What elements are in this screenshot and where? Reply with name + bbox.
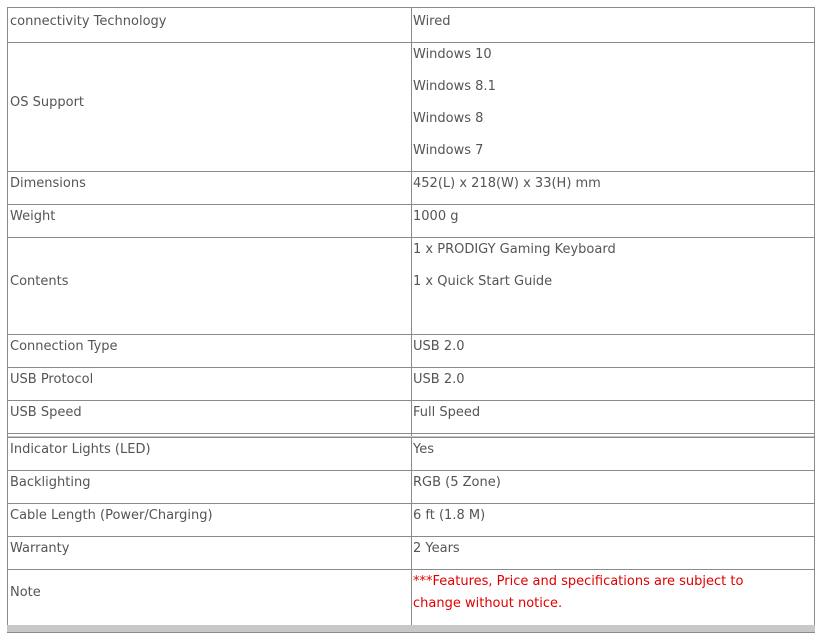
row-divider [8,171,814,172]
spec-label-connectivity: connectivity Technology [10,14,167,29]
spec-value-contents-2: 1 x Quick Start Guide [413,274,553,289]
spec-value-os-2: Windows 8.1 [413,79,496,94]
spec-label-dimensions: Dimensions [10,176,86,191]
column-divider [411,8,412,625]
spec-label-os-support: OS Support [10,95,85,110]
spec-value-note: ***Features, Price and specifications are subject to change without notice. [413,574,744,611]
spec-label-contents: Contents [10,274,69,289]
spec-label-indicator-lights: Indicator Lights (LED) [10,442,151,457]
spec-value-dimensions: 452(L) x 218(W) x 33(H) mm [413,176,601,191]
spec-label-cable-length: Cable Length (Power/Charging) [10,508,213,523]
spec-value-os-4: Windows 7 [413,143,484,158]
row-divider [8,334,814,335]
spec-value-contents-1: 1 x PRODIGY Gaming Keyboard [413,242,616,257]
row-divider [8,204,814,205]
row-divider [8,400,814,401]
spec-label-warranty: Warranty [10,541,70,556]
row-divider [8,569,814,570]
row-divider [8,42,814,43]
spec-value-usb-protocol: USB 2.0 [413,372,465,387]
row-divider [8,503,814,504]
spec-label-note: Note [10,585,41,600]
row-divider [8,437,814,438]
spec-value-backlighting: RGB (5 Zone) [413,475,501,490]
spec-value-usb-speed: Full Speed [413,405,481,420]
spec-value-warranty: 2 Years [413,541,460,556]
row-divider [8,367,814,368]
table-footer-bar [7,625,815,633]
row-divider [8,536,814,537]
spec-value-weight: 1000 g [413,209,459,224]
spec-value-os-1: Windows 10 [413,47,492,62]
spec-label-weight: Weight [10,209,56,224]
spec-label-backlighting: Backlighting [10,475,91,490]
spec-value-indicator-lights: Yes [413,442,434,457]
spec-label-connection-type: Connection Type [10,339,118,354]
spec-value-os-3: Windows 8 [413,111,484,126]
row-divider [8,470,814,471]
spec-value-connectivity: Wired [413,14,451,29]
row-divider [8,433,814,434]
row-divider [8,237,814,238]
spec-value-cable-length: 6 ft (1.8 M) [413,508,486,523]
spec-value-connection-type: USB 2.0 [413,339,465,354]
spec-label-usb-speed: USB Speed [10,405,82,420]
spec-label-usb-protocol: USB Protocol [10,372,94,387]
spec-table [7,7,815,626]
